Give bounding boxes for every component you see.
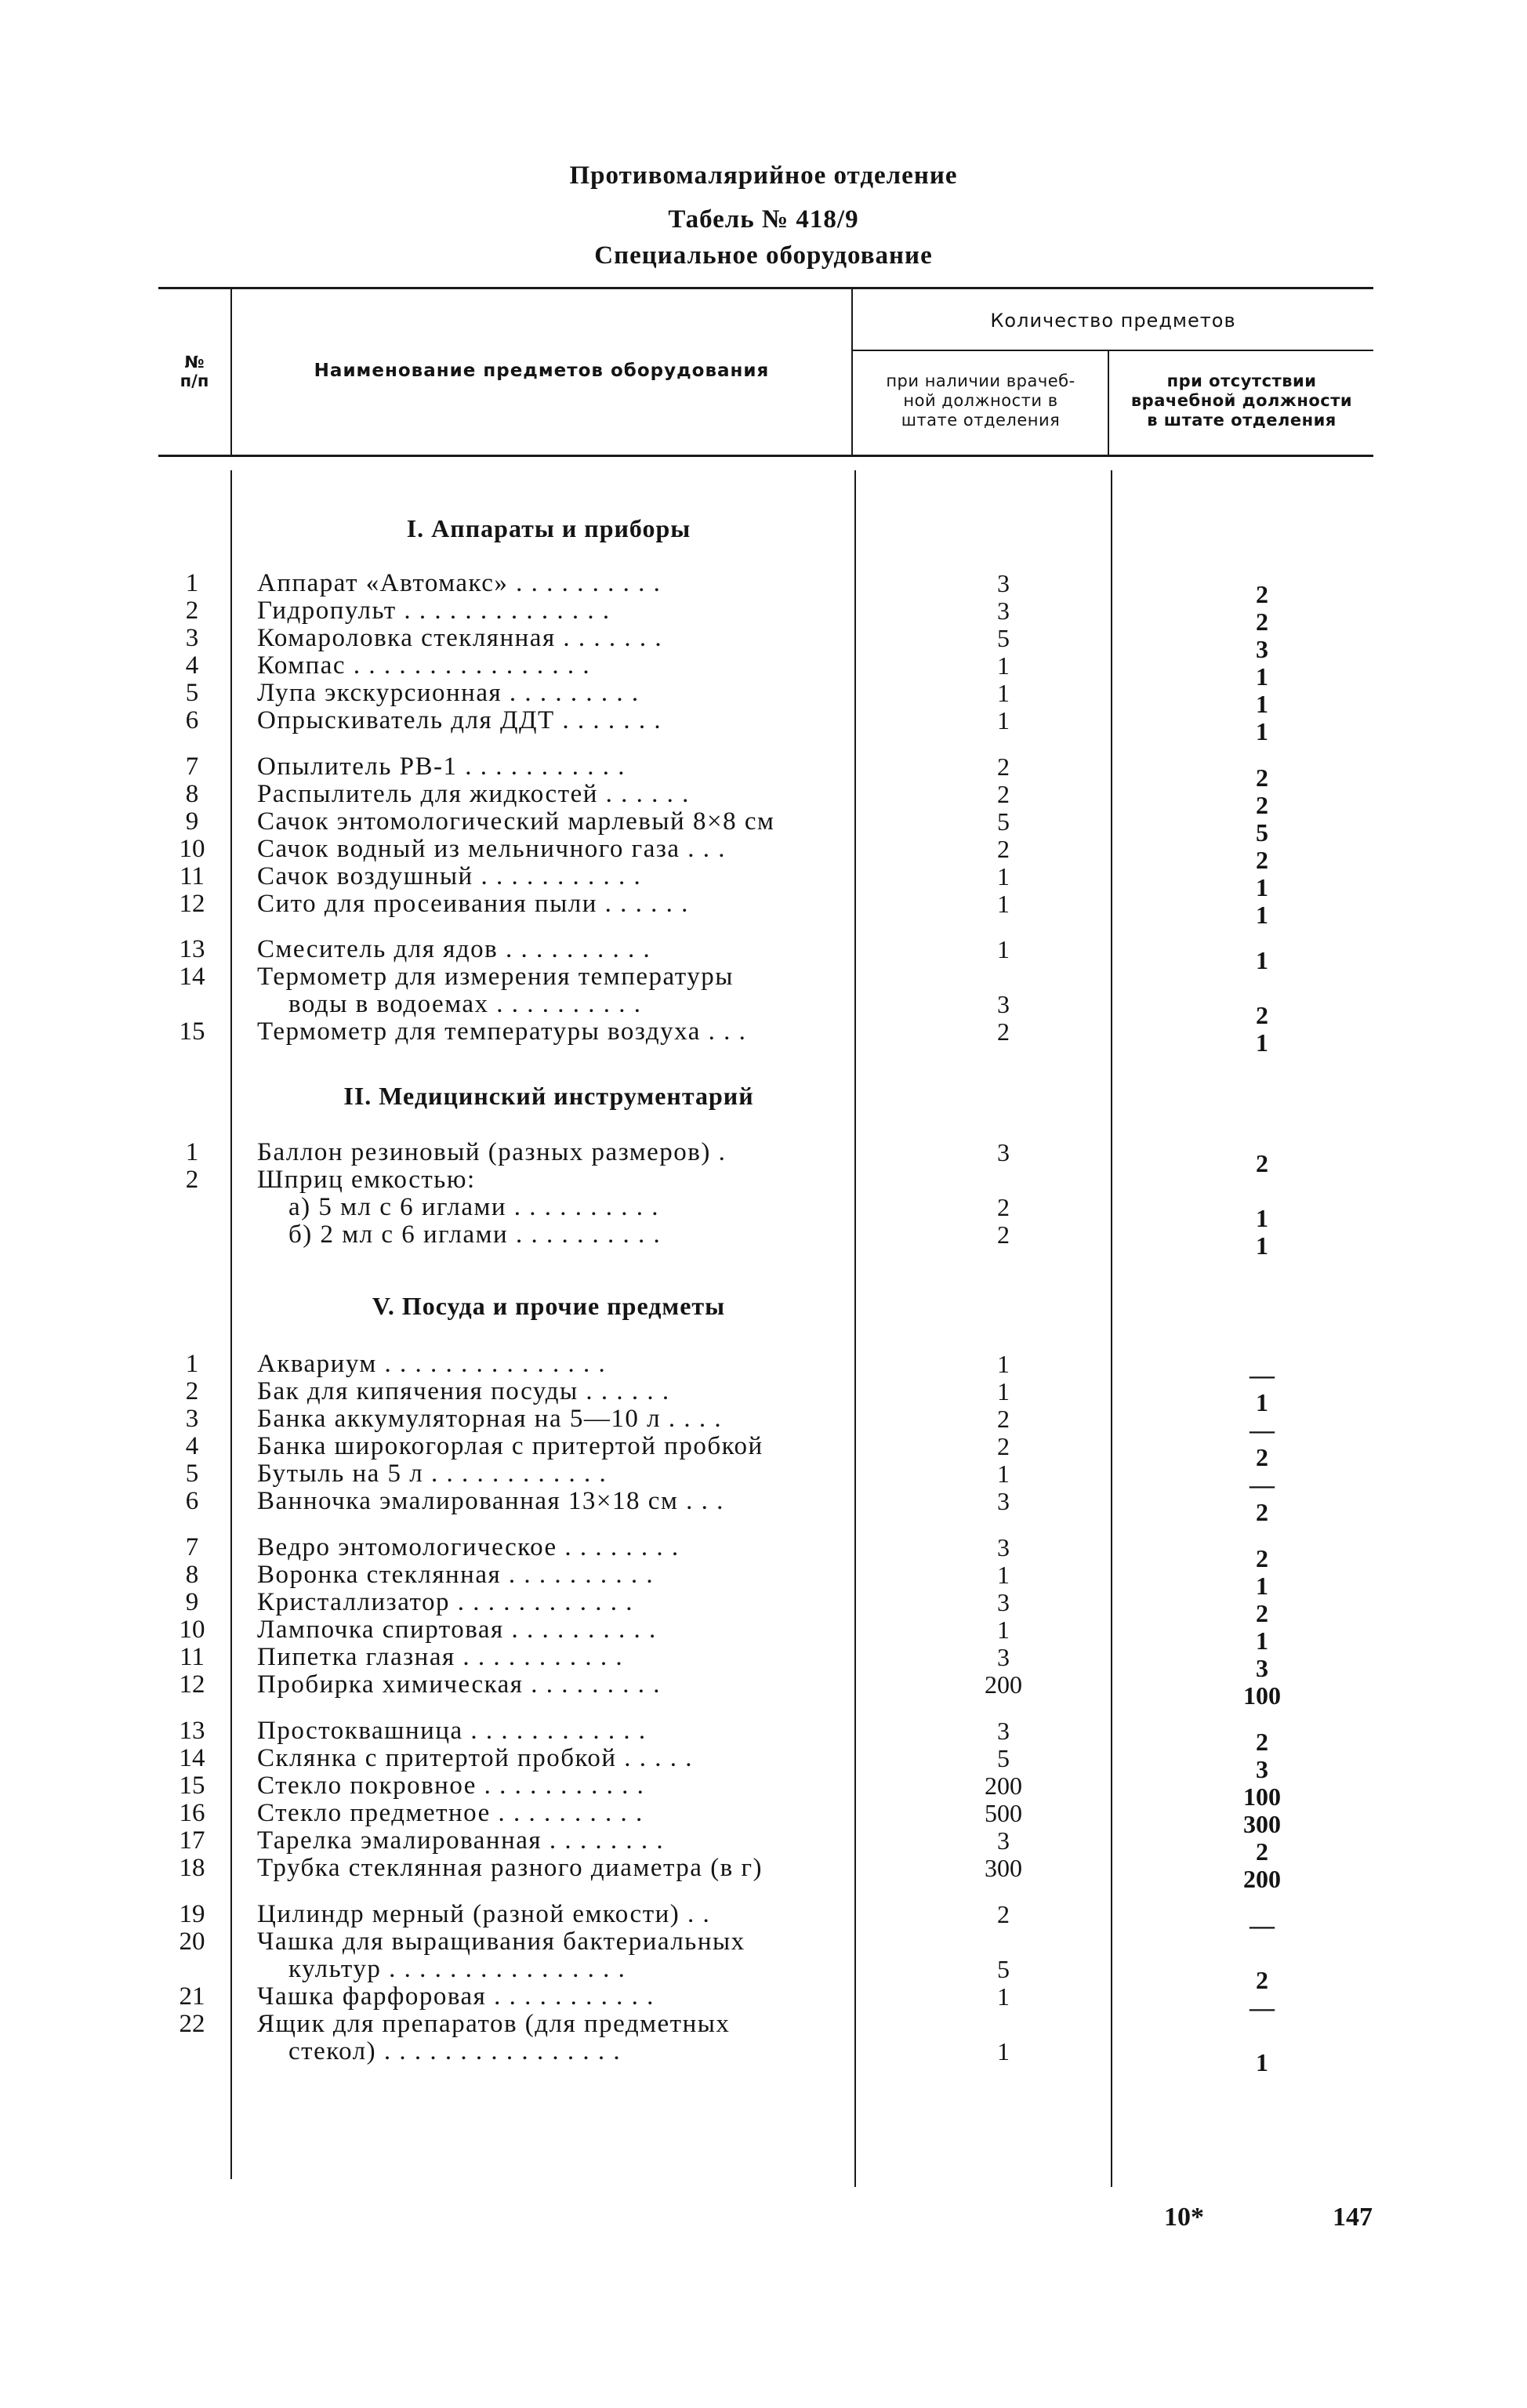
- item-name: Простоквашница . . . . . . . . . . . .: [257, 1717, 647, 1745]
- row-number: 1: [185, 1138, 199, 1166]
- qty-without-doctor: 2: [1256, 1599, 1268, 1627]
- item-name: стекол) . . . . . . . . . . . . . . . .: [288, 2037, 622, 2065]
- row-number: 8: [185, 1561, 199, 1589]
- qty-with-doctor: 3: [997, 990, 1010, 1018]
- item-name: Смеситель для ядов . . . . . . . . . .: [257, 935, 651, 963]
- qty-without-doctor: 2: [1256, 763, 1268, 792]
- item-name: Лампочка спиртовая . . . . . . . . . .: [257, 1616, 657, 1644]
- qty-without-doctor: 2: [1256, 791, 1268, 819]
- qty-with-doctor: 3: [997, 1138, 1010, 1166]
- qty-without-doctor: 100: [1243, 1782, 1281, 1811]
- item-name: Стекло покровное . . . . . . . . . . .: [257, 1772, 645, 1800]
- qty-with-doctor: 1: [997, 706, 1010, 734]
- qty-with-doctor: 5: [997, 1744, 1010, 1772]
- item-name: Термометр для температуры воздуха . . .: [257, 1017, 747, 1046]
- qty-without-doctor: 1: [1256, 662, 1268, 691]
- item-name: Гидропульт . . . . . . . . . . . . . .: [257, 597, 611, 625]
- qty-without-doctor: 1: [1256, 946, 1268, 974]
- qty-without-doctor: 300: [1243, 1810, 1281, 1838]
- row-number: 21: [179, 1982, 205, 2011]
- row-number: 15: [179, 1017, 205, 1046]
- qty-without-doctor: 3: [1256, 1654, 1268, 1682]
- item-name: Чашка фарфоровая . . . . . . . . . . .: [257, 1982, 655, 2011]
- row-number: 1: [185, 1350, 199, 1378]
- qty-without-doctor-header: при отсутствии врачебной должности в штате отделения: [1130, 372, 1353, 430]
- qty-with-doctor: 1: [997, 862, 1010, 890]
- qty-without-doctor: 1: [1256, 690, 1268, 718]
- section-title: I. Аппараты и приборы: [406, 514, 691, 542]
- page-number: 147: [1333, 2203, 1373, 2232]
- row-number: 10: [179, 835, 205, 863]
- item-name: Сито для просеивания пыли . . . . . .: [257, 890, 689, 918]
- qty-with-doctor: 2: [997, 1220, 1010, 1249]
- qty-with-doctor: 2: [997, 1193, 1010, 1221]
- row-number: 19: [179, 1900, 205, 1928]
- qty-without-doctor: —: [1250, 1471, 1275, 1499]
- item-name: Бак для кипячения посуды . . . . . .: [257, 1377, 670, 1405]
- item-name: Воронка стеклянная . . . . . . . . . .: [257, 1561, 655, 1589]
- number-abbrev-label: п/п: [180, 372, 209, 390]
- qty-with-doctor: 2: [997, 780, 1010, 808]
- qty-with-doctor: 1: [997, 651, 1010, 680]
- row-number: 8: [185, 780, 199, 808]
- item-name: Стекло предметное . . . . . . . . . .: [257, 1799, 644, 1827]
- row-number: 4: [185, 1432, 199, 1460]
- item-name: Цилиндр мерный (разной емкости) . .: [257, 1900, 711, 1928]
- row-number: 11: [180, 862, 205, 890]
- item-name: Ведро энтомологическое . . . . . . . .: [257, 1533, 680, 1561]
- qty-with-doctor: 3: [997, 1643, 1010, 1671]
- qty-without-doctor: 1: [1256, 2048, 1268, 2076]
- qty-with-doctor: 1: [997, 2037, 1010, 2065]
- item-name: Чашка для выращивания бактериальных: [257, 1927, 745, 1956]
- department-title: Противомалярийное отделение: [569, 161, 958, 190]
- row-number: 5: [185, 679, 199, 707]
- qty-without-doctor: 100: [1243, 1681, 1281, 1710]
- qty-with-doctor: 2: [997, 1405, 1010, 1433]
- qty-without-doctor: 1: [1256, 1388, 1268, 1416]
- item-name: Комароловка стеклянная . . . . . . .: [257, 624, 663, 652]
- item-name: Ванночка эмалированная 13×18 см . . .: [257, 1487, 724, 1515]
- qty-without-doctor: 2: [1256, 607, 1268, 636]
- qty-with-doctor: 1: [997, 1616, 1010, 1644]
- item-name: Ящик для препаратов (для предметных: [257, 2010, 731, 2038]
- qty-without-doctor: 1: [1256, 1028, 1268, 1057]
- row-number: 5: [185, 1460, 199, 1488]
- item-name: Банка широкогорлая с притертой пробкой: [257, 1432, 764, 1460]
- qty-with-doctor: 300: [985, 1854, 1022, 1882]
- item-name: Опрыскиватель для ДДТ . . . . . . .: [257, 706, 662, 734]
- row-number: 3: [185, 624, 199, 652]
- row-number: 6: [185, 1487, 199, 1515]
- qty-without-doctor: —: [1250, 1911, 1275, 1939]
- qty-without-doctor: 5: [1256, 818, 1268, 847]
- name-column-header: Наименование предметов оборудования: [314, 361, 770, 381]
- qty-with-doctor: 1: [997, 935, 1010, 963]
- qty-with-doctor: 3: [997, 1533, 1010, 1561]
- row-number: 20: [179, 1927, 205, 1956]
- qty-with-doctor: 1: [997, 1377, 1010, 1405]
- row-number: 15: [179, 1772, 205, 1800]
- item-name: Компас . . . . . . . . . . . . . . . .: [257, 651, 591, 680]
- qty-with-doctor: 3: [997, 569, 1010, 597]
- quantity-column-header: Количество предметов: [990, 310, 1236, 332]
- row-number: 1: [185, 569, 199, 597]
- row-number: 13: [179, 935, 205, 963]
- item-name: Пробирка химическая . . . . . . . . .: [257, 1670, 661, 1699]
- qty-without-doctor: 2: [1256, 1149, 1268, 1177]
- row-number: 22: [179, 2010, 205, 2038]
- qty-without-doctor: 2: [1256, 1728, 1268, 1756]
- row-number: 2: [185, 597, 199, 625]
- row-number: 18: [179, 1854, 205, 1882]
- qty-with-doctor: 1: [997, 1561, 1010, 1589]
- qty-with-doctor: 2: [997, 1017, 1010, 1046]
- qty-without-doctor: 1: [1256, 1231, 1268, 1260]
- qty-with-doctor: 5: [997, 807, 1010, 836]
- item-name: Сачок водный из мельничного газа . . .: [257, 835, 727, 863]
- qty-with-doctor: 2: [997, 752, 1010, 781]
- qty-with-doctor: 1: [997, 1350, 1010, 1378]
- qty-with-doctor: 3: [997, 1717, 1010, 1745]
- qty-with-doctor: 3: [997, 1588, 1010, 1616]
- qty-with-doctor-header: при наличии врачеб- ной должности в штате отделения: [886, 372, 1075, 430]
- item-name: Кристаллизатор . . . . . . . . . . . .: [257, 1588, 633, 1616]
- qty-without-doctor: 1: [1256, 1204, 1268, 1232]
- item-name: а) 5 мл с 6 иглами . . . . . . . . . .: [288, 1193, 660, 1221]
- row-number: 3: [185, 1405, 199, 1433]
- row-number: 17: [179, 1826, 205, 1855]
- qty-with-doctor: 3: [997, 1826, 1010, 1855]
- qty-with-doctor: 1: [997, 679, 1010, 707]
- qty-with-doctor: 3: [997, 597, 1010, 625]
- item-name: воды в водоемах . . . . . . . . . .: [288, 990, 642, 1018]
- item-name: Сачок воздушный . . . . . . . . . . .: [257, 862, 642, 890]
- row-number: 2: [185, 1166, 199, 1194]
- item-name: Бутыль на 5 л . . . . . . . . . . . .: [257, 1460, 608, 1488]
- qty-without-doctor: —: [1250, 1416, 1275, 1444]
- qty-with-doctor: 500: [985, 1799, 1022, 1827]
- section-title: V. Посуда и прочие предметы: [372, 1292, 726, 1320]
- item-name: Тарелка эмалированная . . . . . . . .: [257, 1826, 665, 1855]
- qty-without-doctor: —: [1250, 1993, 1275, 2022]
- qty-with-doctor: 5: [997, 624, 1010, 652]
- signature-mark: 10*: [1164, 2203, 1204, 2232]
- row-number: 7: [185, 1533, 199, 1561]
- qty-without-doctor: 200: [1243, 1865, 1281, 1893]
- qty-with-doctor: 5: [997, 1955, 1010, 1983]
- qty-with-doctor: 200: [985, 1670, 1022, 1699]
- qty-without-doctor: 2: [1256, 1443, 1268, 1471]
- qty-without-doctor: 1: [1256, 873, 1268, 901]
- item-name: Шприц емкостью:: [257, 1166, 476, 1194]
- item-name: Распылитель для жидкостей . . . . . .: [257, 780, 690, 808]
- item-name: Термометр для измерения температуры: [257, 963, 734, 991]
- qty-without-doctor: 3: [1256, 1755, 1268, 1783]
- qty-without-doctor: 1: [1256, 901, 1268, 929]
- item-name: Аквариум . . . . . . . . . . . . . . .: [257, 1350, 607, 1378]
- qty-without-doctor: 2: [1256, 1544, 1268, 1572]
- item-name: Баллон резиновый (разных размеров) .: [257, 1138, 727, 1166]
- qty-with-doctor: 2: [997, 1900, 1010, 1928]
- row-number: 16: [179, 1799, 205, 1827]
- table-subtitle: Специальное оборудование: [594, 241, 933, 270]
- item-name: Сачок энтомологический марлевый 8×8 см: [257, 807, 775, 836]
- qty-without-doctor: 2: [1256, 1966, 1268, 1994]
- row-number: 6: [185, 706, 199, 734]
- qty-without-doctor: 1: [1256, 1626, 1268, 1655]
- qty-with-doctor: 2: [997, 835, 1010, 863]
- row-number: 7: [185, 752, 199, 781]
- item-name: Банка аккумуляторная на 5—10 л . . . .: [257, 1405, 723, 1433]
- qty-without-doctor: —: [1250, 1361, 1275, 1389]
- qty-without-doctor: 2: [1256, 1837, 1268, 1866]
- qty-without-doctor: 2: [1256, 1498, 1268, 1526]
- qty-with-doctor: 1: [997, 890, 1010, 918]
- item-name: Трубка стеклянная разного диаметра (в г): [257, 1854, 764, 1882]
- qty-without-doctor: 1: [1256, 1572, 1268, 1600]
- qty-with-doctor: 200: [985, 1772, 1022, 1800]
- row-number: 14: [179, 1744, 205, 1772]
- qty-without-doctor: 3: [1256, 635, 1268, 663]
- row-number: 9: [185, 807, 199, 836]
- item-name: б) 2 мл с 6 иглами . . . . . . . . . .: [288, 1220, 662, 1249]
- qty-with-doctor: 2: [997, 1432, 1010, 1460]
- row-number: 11: [180, 1643, 205, 1671]
- qty-with-doctor: 1: [997, 1982, 1010, 2011]
- row-number: 9: [185, 1588, 199, 1616]
- qty-without-doctor: 2: [1256, 846, 1268, 874]
- item-name: Пипетка глазная . . . . . . . . . . .: [257, 1643, 624, 1671]
- row-number: 4: [185, 651, 199, 680]
- row-number: 12: [179, 890, 205, 918]
- qty-with-doctor: 1: [997, 1460, 1010, 1488]
- item-name: Опылитель РВ-1 . . . . . . . . . . .: [257, 752, 626, 781]
- row-number: 13: [179, 1717, 205, 1745]
- item-name: культур . . . . . . . . . . . . . . . .: [288, 1955, 626, 1983]
- row-number: 12: [179, 1670, 205, 1699]
- qty-without-doctor: 1: [1256, 717, 1268, 745]
- section-title: II. Медицинский инструментарий: [343, 1082, 754, 1110]
- row-number: 10: [179, 1616, 205, 1644]
- qty-without-doctor: 2: [1256, 1001, 1268, 1029]
- item-name: Склянка с притертой пробкой . . . . .: [257, 1744, 693, 1772]
- row-number: 2: [185, 1377, 199, 1405]
- qty-without-doctor: 2: [1256, 580, 1268, 608]
- row-number: 14: [179, 963, 205, 991]
- qty-with-doctor: 3: [997, 1487, 1010, 1515]
- number-sign-label: №: [184, 353, 205, 372]
- item-name: Аппарат «Автомакс» . . . . . . . . . .: [257, 569, 662, 597]
- table-number: Табель № 418/9: [668, 205, 859, 234]
- item-name: Лупа экскурсионная . . . . . . . . .: [257, 679, 640, 707]
